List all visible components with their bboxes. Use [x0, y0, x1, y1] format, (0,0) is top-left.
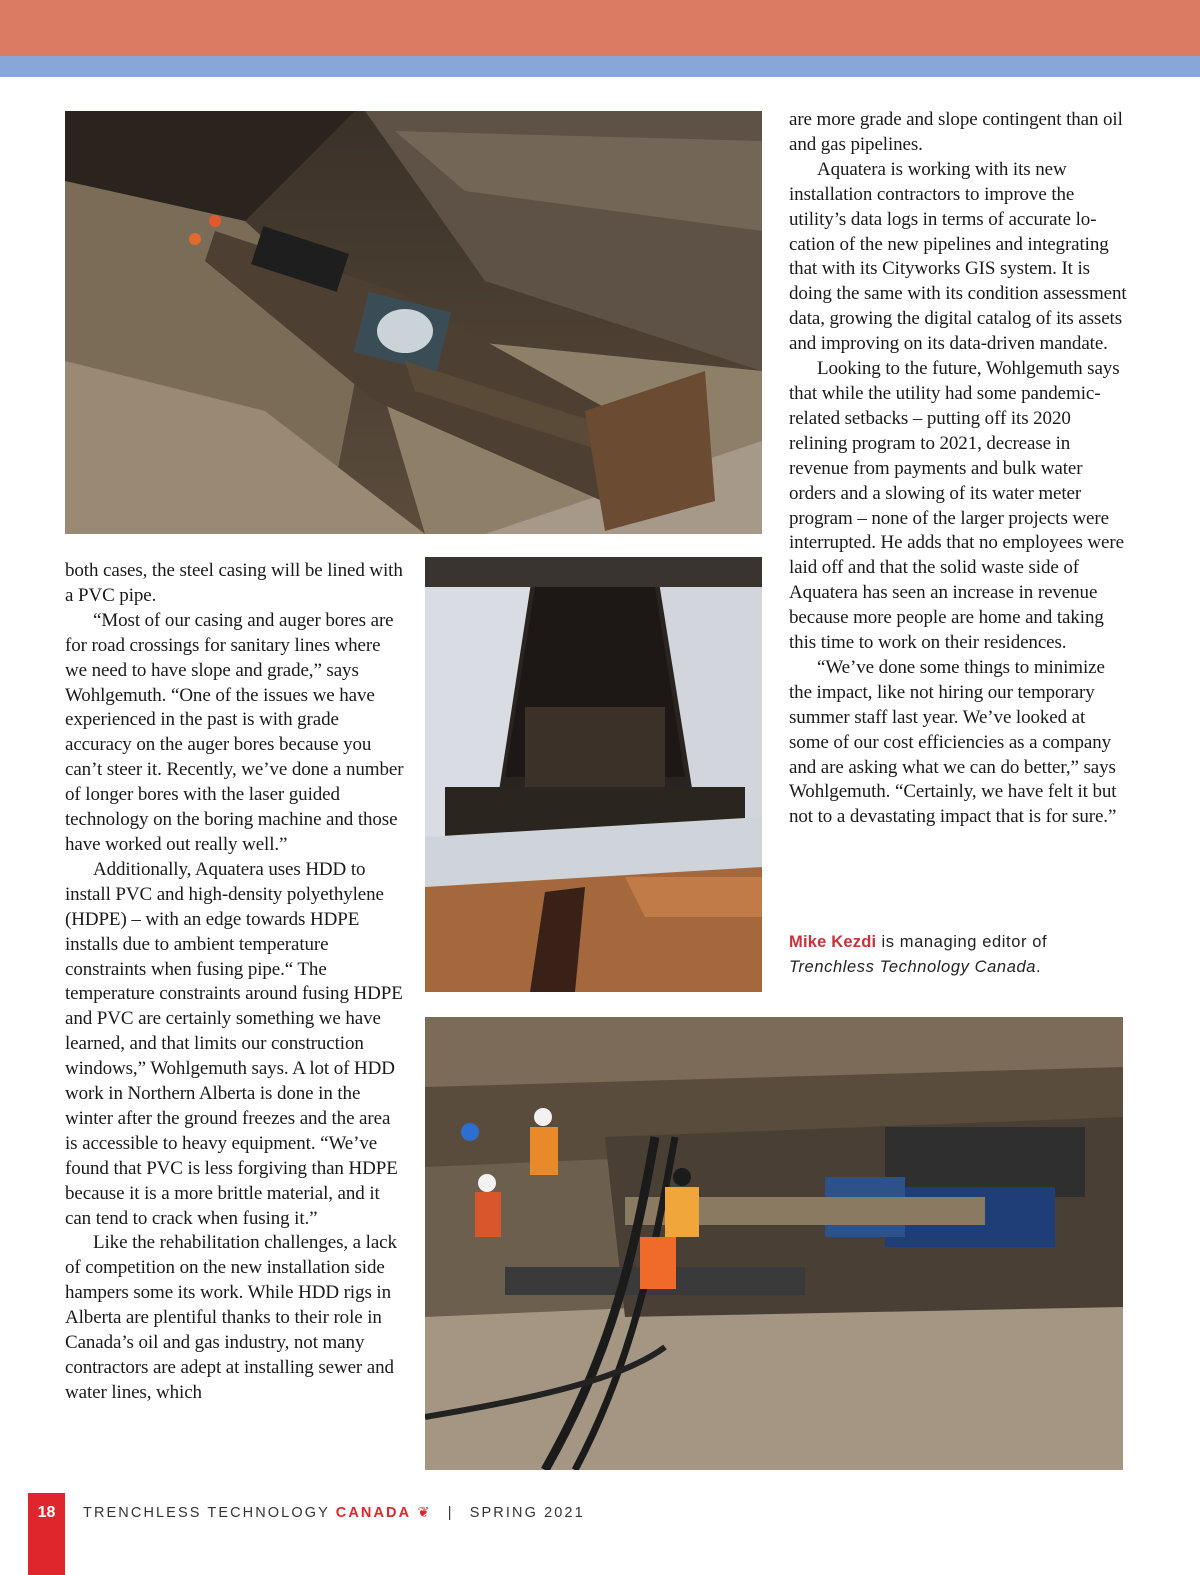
footer-separator: |: [447, 1505, 454, 1521]
photo-hdd-rig-workers-image: [425, 1017, 1123, 1470]
article-paragraph: Looking to the future, Wohlgemuth says that while the utility had some pandemic-related setbacks – putting off its 2020 relining program to 2021, decrease in revenue from payments and bulk water orders and a slowing of its water meter program – none of the larger projects were interrupted. He adds that no employees were laid off and that the solid waste side of Aquatera has seen an increase in revenue because more people are home and taking this time to work on their residences.: [789, 358, 1124, 654]
article-paragraph: Aquatera is working with its new installation contractors to improve the utility’s data logs in terms of accurate location of the new pipelines and integrating that with its Cityworks GIS system. It is doing the same with its condition assessment data, growing the digital catalog of its assets and improving on its data-driven mandate.: [789, 158, 1127, 355]
author-name: Mike Kezdi: [789, 933, 877, 951]
photo-snowy-trench-image: [425, 557, 762, 992]
article-paragraph: are more grade and slope contingent than oil and gas pipelines.: [789, 109, 1123, 155]
footer-magazine-name: TRENCHLESS TECHNOLOGY: [83, 1505, 330, 1521]
author-bio-text: is managing editor of: [876, 933, 1048, 951]
author-bio: [789, 930, 1129, 980]
header-accent-band: [0, 0, 1200, 56]
photo-snowy-trench: [425, 557, 762, 992]
photo-hdd-rig-workers: [425, 1017, 1123, 1470]
page-number: 18: [37, 1504, 56, 1521]
footer-folio: [83, 1505, 585, 1521]
author-bio-end: .: [1036, 958, 1042, 976]
photo-trench-boring-machine: [65, 111, 762, 534]
article-paragraph: Like the rehabilitation challenges, a lack of competition on the new installation side hampers some its work. While HDD rigs in Alberta are plentiful thanks to their role in Canada’s oil and gas industry, not many contractors are adept at installing sewer and water lines, which: [65, 1232, 397, 1403]
article-column-left: [65, 559, 405, 1406]
article-paragraph: “Most of our casing and auger bores are for road crossings for sanitary lines where we need to have slope and grade,” says Wohlgemuth. “One of the issues we have experienced in the past is with grade accuracy on the auger bores because you can’t steer it. Recently, we’ve done a number of longer bores with the laser guided technology on the boring machine and those have worked out really well.”: [65, 609, 404, 855]
article-paragraph: both cases, the steel casing will be lined with a PVC pipe.: [65, 560, 403, 606]
article-column-right: [789, 108, 1129, 830]
header-stripe: [0, 56, 1200, 77]
publication-name: Trenchless Technology Canada: [789, 958, 1037, 976]
article-paragraph: Additionally, Aquatera uses HDD to install PVC and high-density polyethylene (HDPE) – with an edge towards HDPE installs due to ambient temperature constraints when fusing pipe.“ The temperature constraints around fusing HDPE and PVC are certainly something we have learned, and that limits our construction windows,” Wohlgemuth says. A lot of HDD work in Northern Alberta is done in the winter after the ground freezes and the area is accessible to heavy equipment. “We’ve found that PVC is less forgiving than HDPE because it is a more brittle material, and it can tend to crack when fusing it.”: [65, 858, 403, 1229]
article-paragraph: “We’ve done some things to minimize the impact, like not hiring our temporary summer staff last year. We’ve looked at some of our cost efficiencies as a company and are asking what we can do better,” says Wohlgemuth. “Certainly, we have felt it but not to a devastating impact that is for sure.”: [789, 656, 1117, 828]
footer-issue: SPRING 2021: [469, 1505, 585, 1521]
footer-canada: CANADA: [335, 1505, 412, 1521]
photo-trench-boring-machine-image: [65, 111, 762, 534]
maple-leaf-icon: ❦: [417, 1505, 432, 1521]
